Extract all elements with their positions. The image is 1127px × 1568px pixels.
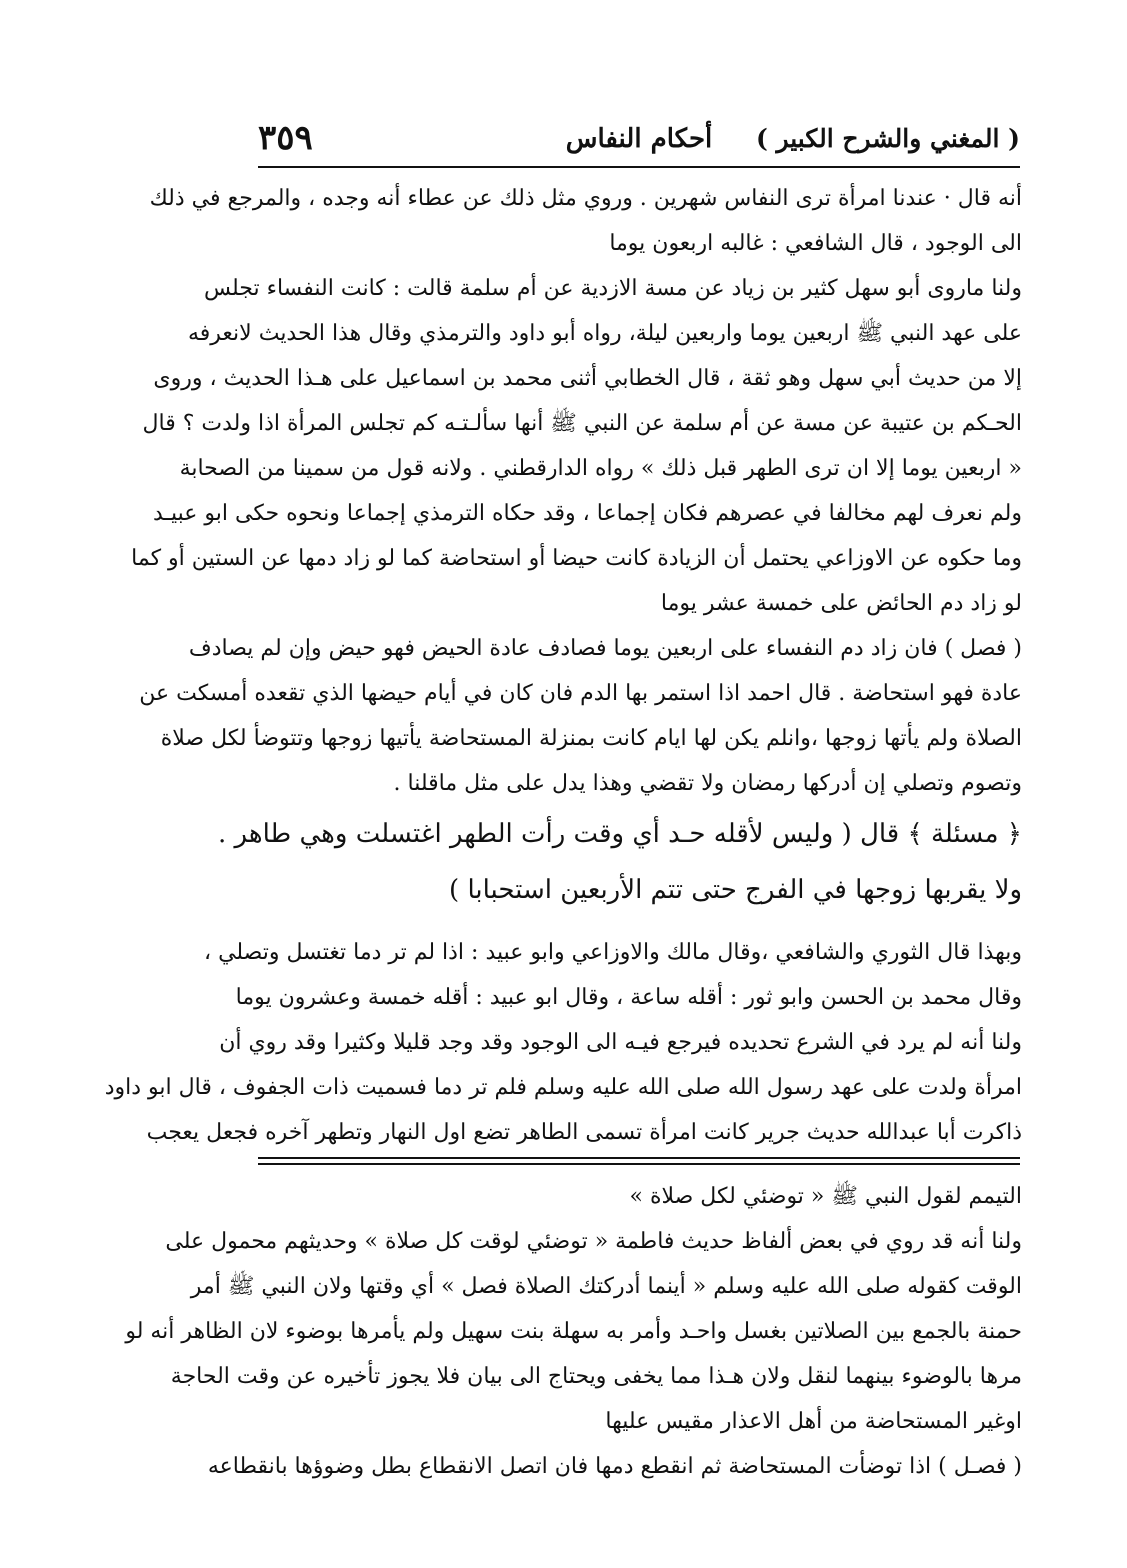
text-line: « اربعين يوما إلا ان ترى الطهر قبل ذلك » رواه الدارقطني . ولانه قول من سمينا من الصحابة [179,456,1022,481]
text-line: ولم نعرف لهم مخالفا في عصرهم فكان إجماعا ، وقد حكاه الترمذي إجماعا ونحوه حكى ابو عبيـد [153,501,1022,526]
masala-line: ﴿ مسئلة ﴾ قال ( وليس لأقله حـد أي وقت رأت الطهر اغتسلت وهي طاهر . [218,819,1022,849]
text-line: الحـكم بن عتيبة عن مسة عن أم سلمة عن النبي ﷺ أنها سألـتـه كم تجلس المرأة اذا ولدت ؟ قال [142,411,1022,436]
text-line: ولنا ماروى أبو سهل كثير بن زياد عن مسة الازدية عن أم سلمة قالت : كانت النفساء تجلس [203,276,1022,301]
footnote-text [125,1174,1022,1489]
text-line: وما حكوه عن الاوزاعي يحتمل أن الزيادة كانت حيضا أو استحاضة كما لو زاد دمها عن الستين أو كما [131,546,1022,571]
header-rule [258,166,1020,168]
text-line: عادة فهو استحاضة . قال احمد اذا استمر بها الدم فان كان في أيام حيضها الذي تقعده أمسكت عن [139,681,1022,706]
text-line: وتصوم وتصلي إن أدركها رمضان ولا تقضي وهذا يدل على مثل ماقلنا . [393,771,1022,796]
footnote-line: حمنة بالجمع بين الصلاتين بغسل واحـد وأمر به سهلة بنت سهيل ولم يأمرها بوضوء لان الظاهر أنه لو [125,1319,1022,1344]
footnote-rule-bottom [258,1163,1020,1165]
text-line: إلا من حديث أبي سهل وهو ثقة ، قال الخطابي أثنى محمد بن اسماعيل على هـذا الحديث ، وروى [153,366,1022,391]
footnote-line: الوقت كقوله صلى الله عليه وسلم « أينما أدركتك الصلاة فصل » أي وقتها ولان النبي ﷺ أمر [190,1274,1022,1299]
main-text-upper [131,176,1022,806]
page-header [258,118,1020,166]
footnote-line: مرها بالوضوء بينهما لنقل ولان هـذا مما يخفى ويحتاج الى بيان فلا يجوز تأخيره عن وقت الحاجة [170,1364,1022,1389]
text-line: أنه قال · عندنا امرأة ترى النفاس شهرين . وروي مثل ذلك عن عطاء أنه وجده ، والمرجع في ذلك [149,186,1022,211]
footnote-rule-top [258,1157,1020,1159]
footnote-line: ولنا أنه قد روي في بعض ألفاظ حديث فاطمة « توضئي لوقت كل صلاة » وحديثهم محمول على [165,1229,1022,1254]
text-line: امرأة ولدت على عهد رسول الله صلى الله عليه وسلم فلم تر دما فسميت ذات الجفوف ، قال ابو داود [104,1075,1022,1100]
text-line: وقال محمد بن الحسن وابو ثور : أقله ساعة ، وقال ابو عبيد : أقله خمسة وعشرون يوما [235,985,1022,1010]
text-line: على عهد النبي ﷺ اربعين يوما واربعين ليلة، رواه أبو داود والترمذي وقال هذا الحديث لانعرفه [187,321,1022,346]
masala-block [218,806,1022,918]
main-text-middle [104,930,1022,1155]
text-line: ولنا أنه لم يرد في الشرع تحديده فيرجع فيـه الى الوجود وقد وجد قليلا وكثيرا وقد روي أن [219,1030,1022,1055]
text-line: لو زاد دم الحائض على خمسة عشر يوما [660,591,1022,616]
book-title: ( المغني والشرح الكبير ) [755,124,1020,153]
footnote-line: التيمم لقول النبي ﷺ « توضئي لكل صلاة » [629,1184,1022,1209]
page-number: ٣٥٩ [258,118,313,158]
text-line: الى الوجود ، قال الشافعي : غالبه اربعون يوما [609,231,1022,256]
masala-line: ولا يقربها زوجها في الفرج حتى تتم الأربعين استحبابا ) [449,875,1022,905]
text-line: ذاكرت أبا عبدالله حديث جرير كانت امرأة تسمى الطاهر تضع اول النهار وتطهر آخره فجعل يعجب [146,1120,1022,1145]
text-line: ( فصل ) فان زاد دم النفساء على اربعين يوما فصادف عادة الحيض فهو حيض وإن لم يصادف [188,636,1022,661]
chapter-title: أحكام النفاس [565,124,713,154]
footnote-line: اوغير المستحاضة من أهل الاعذار مقيس عليها [605,1409,1022,1434]
text-line: وبهذا قال الثوري والشافعي ،وقال مالك والاوزاعي وابو عبيد : اذا لم تر دما تغتسل وتصلي ، [203,940,1022,965]
text-line: الصلاة ولم يأتها زوجها ،وانلم يكن لها ايام كانت بمنزلة المستحاضة يأتيها زوجها وتتوضأ لكل صلاة [160,726,1022,751]
footnote-line: ( فصـل ) اذا توضأت المستحاضة ثم انقطع دمها فان اتصل الانقطاع بطل وضوؤها بانقطاعه [207,1454,1022,1479]
